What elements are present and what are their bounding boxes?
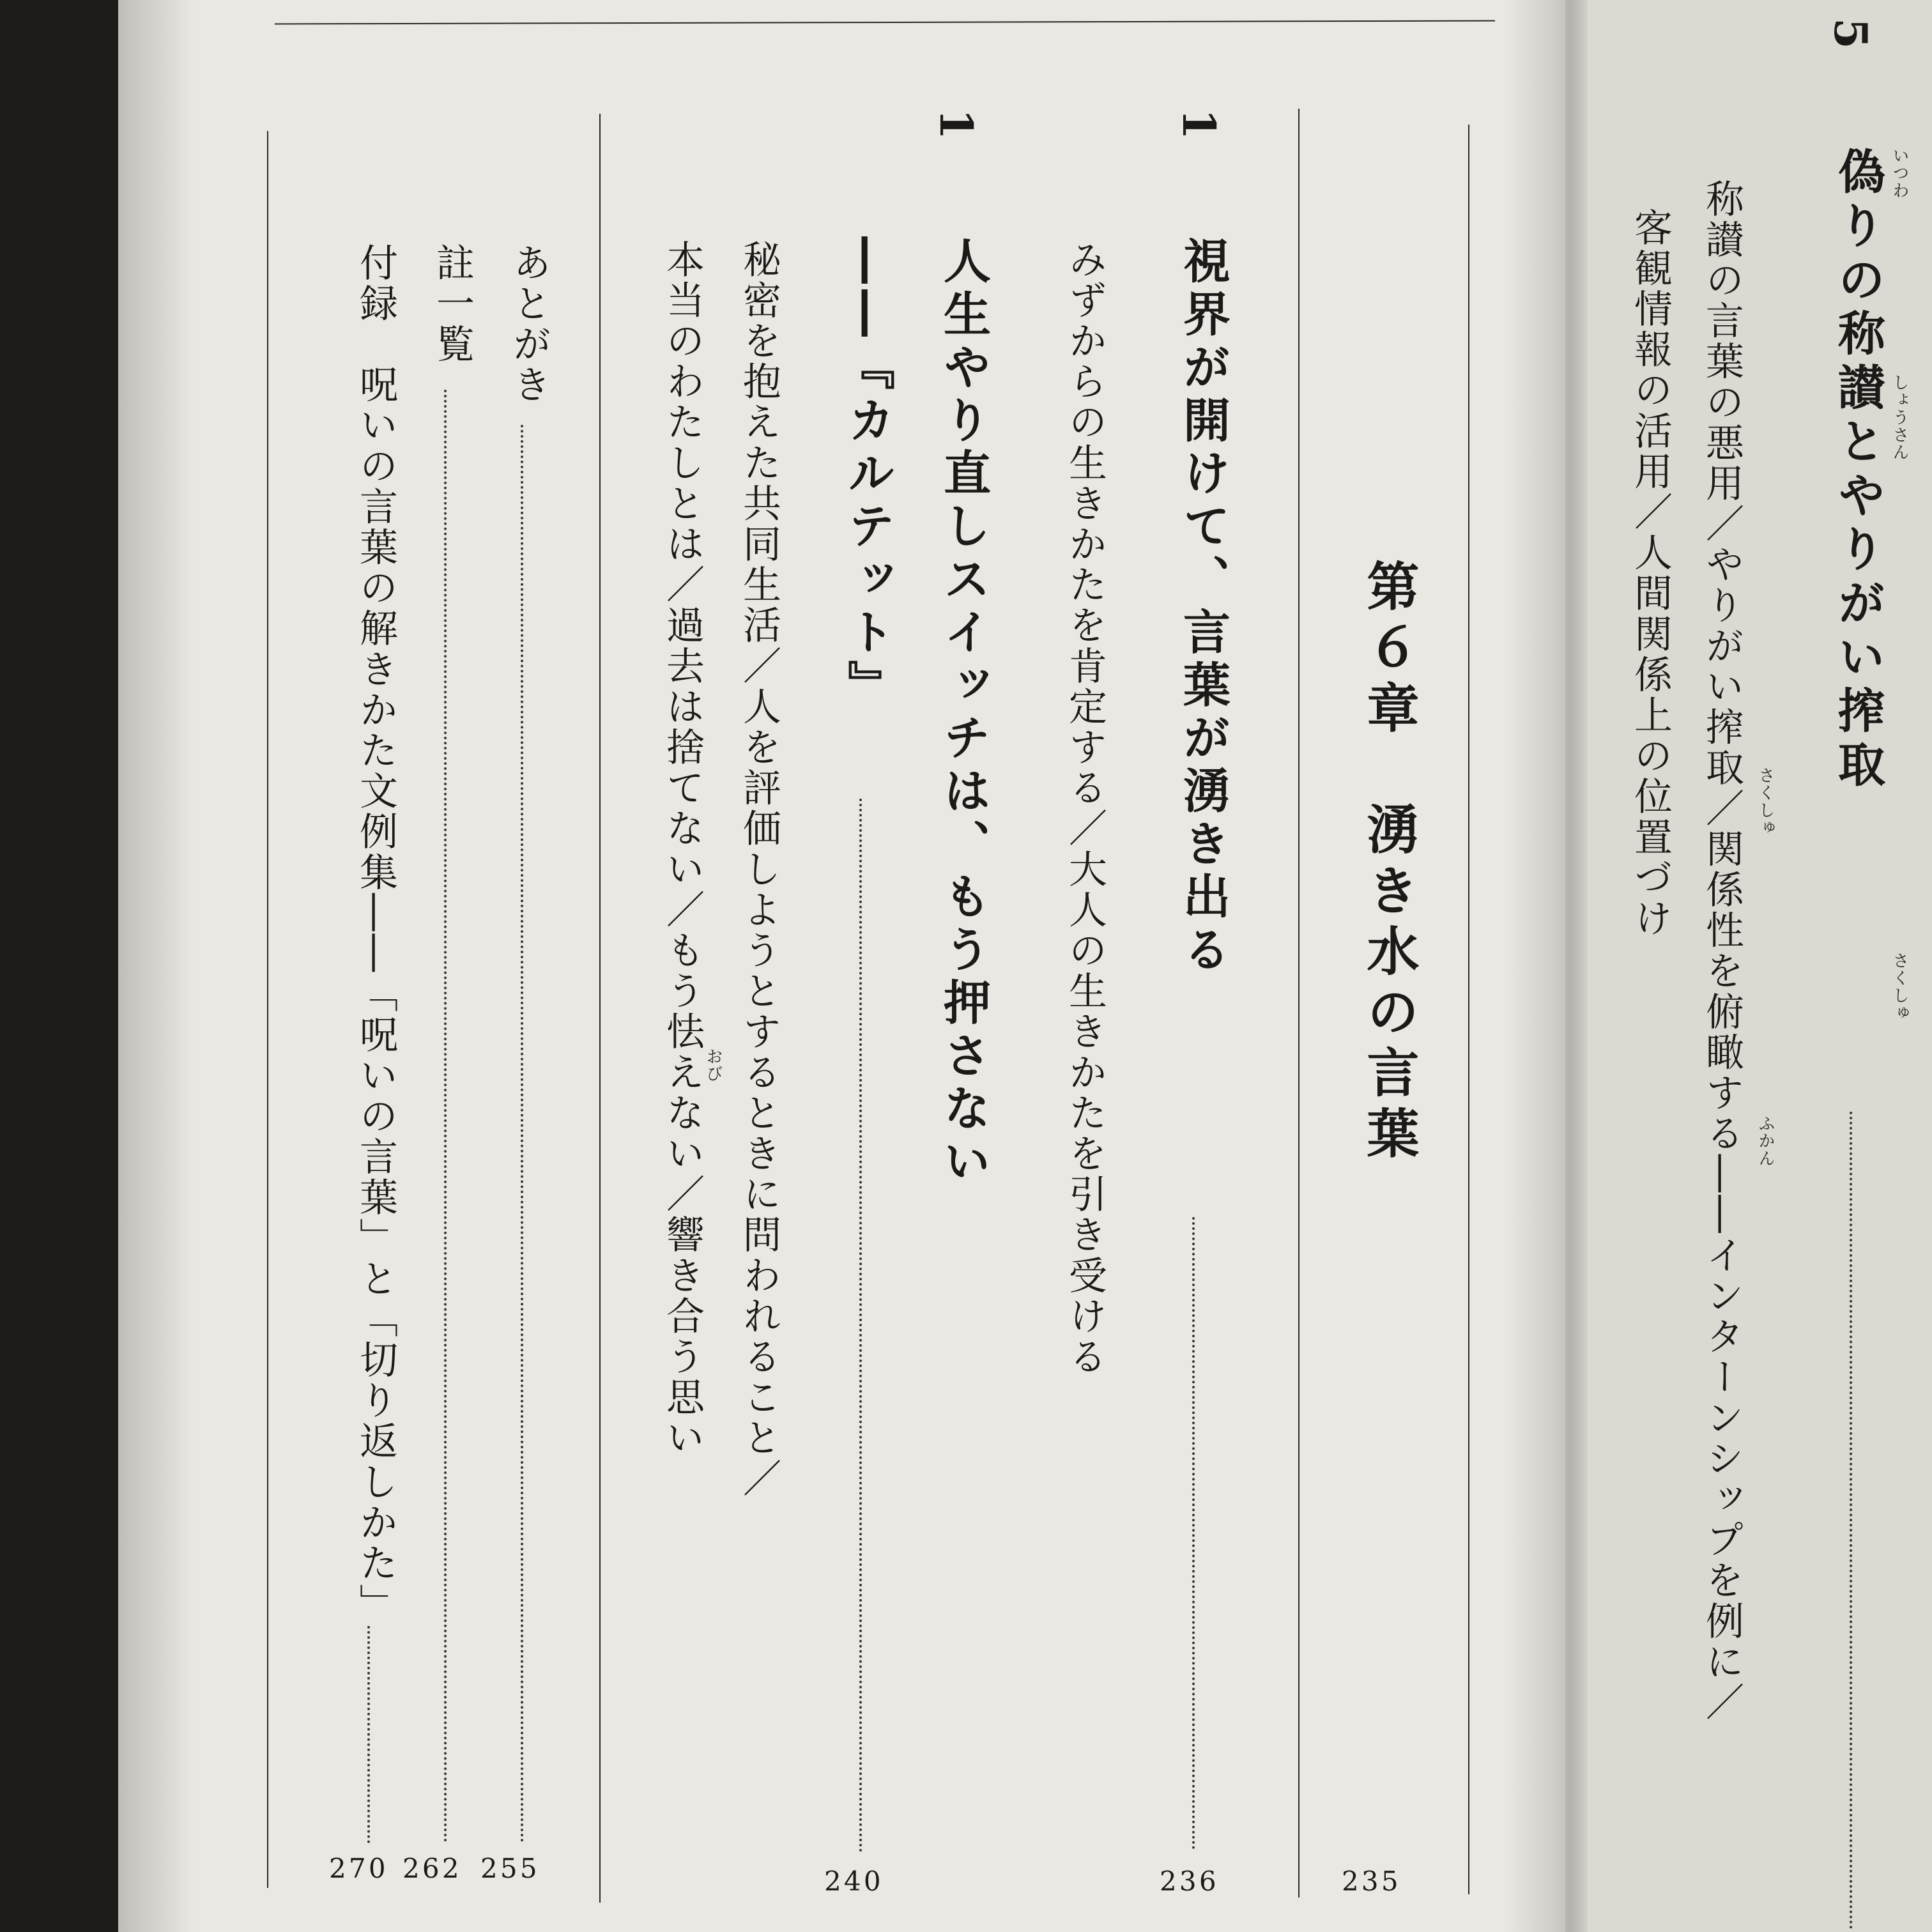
right-title-leader — [1850, 1112, 1852, 1929]
ruby-obi: おび — [703, 1048, 723, 1083]
right-section-number: 5 — [1824, 18, 1877, 51]
ruby-sakushu-title: さくしゅ — [1890, 952, 1909, 1022]
section-2-leader — [859, 799, 862, 1853]
section-2-title-line2: ――『カルテット』 — [840, 236, 895, 713]
right-subtitle-line1: 称讃の言葉の悪用／やりがい搾取／関係性を俯瞰する――インターンシップを例に／ — [1699, 179, 1744, 1723]
atogaki-label: あとがき — [507, 243, 551, 406]
notes-leader — [444, 390, 447, 1843]
section-2-title-line1: 人生やり直しスイッチは、もう押さない — [936, 236, 991, 1190]
section-1-number: 1 — [1172, 109, 1225, 142]
notes-page-number: 262 — [402, 1853, 462, 1884]
section-2-subtitle-line2: 本当のわたしとは／過去は捨てない／もう怯えない／響き合う思い — [660, 240, 705, 1459]
section-1-title: 視界が開けて、言葉が湧き出る — [1176, 236, 1230, 978]
ruby-shousan: しょうさん — [1890, 374, 1909, 461]
notes-label: 註一覧 — [430, 243, 475, 365]
right-subtitle-line2: 客観情報の活用／人間関係上の位置づけ — [1628, 208, 1673, 939]
ruby-fukan: ふかん — [1756, 1115, 1775, 1167]
rule-after-chapter — [1298, 109, 1300, 1897]
appendix-label: 付録 呪いの言葉の解きかた文例集――「呪いの言葉」と「切り返しかた」 — [353, 243, 398, 1625]
appendix-leader — [367, 1626, 370, 1843]
section-1-leader — [1192, 1217, 1195, 1850]
section-2-number: 1 — [930, 109, 983, 142]
rule-after-section-1 — [599, 114, 601, 1903]
page-shadow — [118, 0, 195, 1932]
atogaki-leader — [521, 425, 523, 1843]
book-gutter — [1505, 0, 1588, 1932]
atogaki-page-number: 255 — [480, 1853, 540, 1884]
ruby-itsuwa: いつわ — [1890, 147, 1909, 199]
section-1-subtitle: みずからの生きかたを肯定する／大人の生きかたを引き受ける — [1062, 240, 1107, 1377]
appendix-page-number: 270 — [329, 1853, 388, 1884]
section-2-page-number: 240 — [824, 1866, 884, 1897]
rule-right-edge — [1468, 125, 1469, 1894]
ruby-sakushu-sub: さくしゅ — [1756, 767, 1775, 837]
rule-left-edge — [267, 131, 268, 1888]
right-section-title: 偽りの称讃とやりがい搾取 — [1830, 147, 1885, 794]
section-2-subtitle-line1: 秘密を抱えた共同生活／人を評価しようとするときに問われること／ — [737, 240, 781, 1499]
section-1-page-number: 236 — [1160, 1866, 1219, 1897]
chapter-title: 第６章 湧き水の言葉 — [1358, 559, 1419, 1167]
chapter-page-number: 235 — [1342, 1866, 1401, 1897]
